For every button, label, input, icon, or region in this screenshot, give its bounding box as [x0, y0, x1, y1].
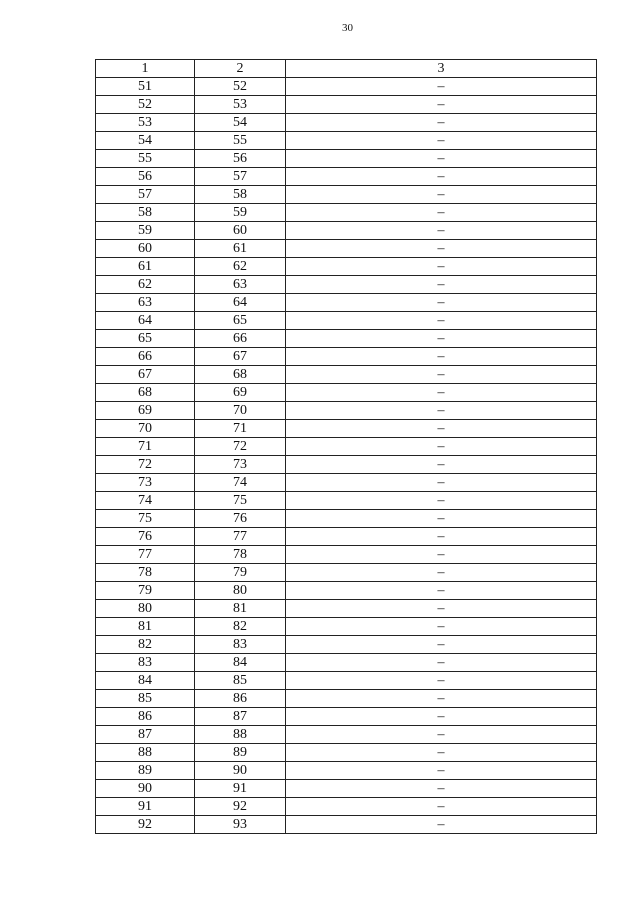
table-row	[96, 330, 597, 348]
table-row	[96, 258, 597, 276]
table-cell-col-1: 52	[96, 96, 195, 114]
table-cell-col-2: 54	[195, 114, 286, 132]
table-cell-col-2: 75	[195, 492, 286, 510]
table-cell-col-1: 65	[96, 330, 195, 348]
table-cell-col-2: 59	[195, 204, 286, 222]
table-cell-col-1: 90	[96, 780, 195, 798]
table-row	[96, 528, 597, 546]
table-cell-col-1: 78	[96, 564, 195, 582]
table-cell-col-1: 69	[96, 402, 195, 420]
table-cell-col-2: 93	[195, 816, 286, 834]
table-row	[96, 636, 597, 654]
table-row	[96, 564, 597, 582]
table-cell-col-2: 88	[195, 726, 286, 744]
table-row	[96, 582, 597, 600]
table-cell-col-1: 74	[96, 492, 195, 510]
table-cell-col-2: 63	[195, 276, 286, 294]
table-cell-col-3: –	[286, 438, 597, 456]
table-cell-col-1: 62	[96, 276, 195, 294]
table-cell-col-3: –	[286, 384, 597, 402]
column-header-3: 3	[286, 60, 597, 78]
table-cell-col-2: 67	[195, 348, 286, 366]
table-cell-col-1: 75	[96, 510, 195, 528]
table-cell-col-2: 55	[195, 132, 286, 150]
column-header-1: 1	[96, 60, 195, 78]
table-cell-col-2: 90	[195, 762, 286, 780]
table-cell-col-1: 51	[96, 78, 195, 96]
table-cell-col-3: –	[286, 744, 597, 762]
table-cell-col-1: 58	[96, 204, 195, 222]
table-row	[96, 168, 597, 186]
table-cell-col-2: 58	[195, 186, 286, 204]
table-cell-col-2: 61	[195, 240, 286, 258]
table-row	[96, 402, 597, 420]
table-row	[96, 204, 597, 222]
table-cell-col-2: 52	[195, 78, 286, 96]
table-cell-col-1: 82	[96, 636, 195, 654]
table-cell-col-3: –	[286, 762, 597, 780]
table-row	[96, 132, 597, 150]
table-row	[96, 726, 597, 744]
table-header-row	[96, 60, 597, 78]
table-cell-col-2: 79	[195, 564, 286, 582]
table-cell-col-2: 84	[195, 654, 286, 672]
table-cell-col-2: 78	[195, 546, 286, 564]
table-row	[96, 510, 597, 528]
table-cell-col-3: –	[286, 798, 597, 816]
table-cell-col-3: –	[286, 132, 597, 150]
table-cell-col-3: –	[286, 78, 597, 96]
table-cell-col-1: 57	[96, 186, 195, 204]
table-row	[96, 618, 597, 636]
table-cell-col-1: 87	[96, 726, 195, 744]
table-row	[96, 312, 597, 330]
table-cell-col-2: 60	[195, 222, 286, 240]
table-cell-col-2: 89	[195, 744, 286, 762]
table-cell-col-1: 89	[96, 762, 195, 780]
table-cell-col-3: –	[286, 708, 597, 726]
table-cell-col-1: 64	[96, 312, 195, 330]
table-cell-col-1: 83	[96, 654, 195, 672]
table-cell-col-3: –	[286, 168, 597, 186]
table-cell-col-2: 62	[195, 258, 286, 276]
table-cell-col-2: 66	[195, 330, 286, 348]
table-cell-col-1: 59	[96, 222, 195, 240]
table-cell-col-3: –	[286, 222, 597, 240]
table-cell-col-1: 72	[96, 456, 195, 474]
table-cell-col-3: –	[286, 726, 597, 744]
table-cell-col-2: 73	[195, 456, 286, 474]
table-row	[96, 762, 597, 780]
table-cell-col-1: 84	[96, 672, 195, 690]
table-cell-col-2: 56	[195, 150, 286, 168]
table-cell-col-3: –	[286, 456, 597, 474]
table-cell-col-3: –	[286, 474, 597, 492]
table-cell-col-3: –	[286, 564, 597, 582]
table-body	[96, 60, 597, 834]
table-cell-col-1: 85	[96, 690, 195, 708]
table-cell-col-3: –	[286, 636, 597, 654]
table-cell-col-1: 80	[96, 600, 195, 618]
table-cell-col-2: 77	[195, 528, 286, 546]
table-cell-col-2: 69	[195, 384, 286, 402]
table-cell-col-1: 92	[96, 816, 195, 834]
table-cell-col-3: –	[286, 366, 597, 384]
table-row	[96, 222, 597, 240]
page-number: 30	[342, 22, 353, 34]
table-cell-col-3: –	[286, 654, 597, 672]
table-cell-col-3: –	[286, 780, 597, 798]
table-cell-col-3: –	[286, 690, 597, 708]
table-cell-col-2: 76	[195, 510, 286, 528]
table-cell-col-3: –	[286, 96, 597, 114]
table-row	[96, 456, 597, 474]
table-cell-col-2: 82	[195, 618, 286, 636]
table-cell-col-1: 68	[96, 384, 195, 402]
table-cell-col-1: 67	[96, 366, 195, 384]
table-cell-col-1: 60	[96, 240, 195, 258]
table-cell-col-1: 91	[96, 798, 195, 816]
table-row	[96, 744, 597, 762]
table-row	[96, 654, 597, 672]
table-cell-col-3: –	[286, 150, 597, 168]
table-cell-col-1: 66	[96, 348, 195, 366]
table-row	[96, 438, 597, 456]
table-cell-col-3: –	[286, 546, 597, 564]
table-cell-col-1: 70	[96, 420, 195, 438]
table-cell-col-2: 83	[195, 636, 286, 654]
table-cell-col-1: 86	[96, 708, 195, 726]
table-row	[96, 384, 597, 402]
table-cell-col-3: –	[286, 420, 597, 438]
table-row	[96, 474, 597, 492]
table-row	[96, 276, 597, 294]
table-cell-col-2: 57	[195, 168, 286, 186]
table-cell-col-1: 53	[96, 114, 195, 132]
table-row	[96, 780, 597, 798]
table-cell-col-3: –	[286, 528, 597, 546]
table-cell-col-3: –	[286, 204, 597, 222]
table-cell-col-3: –	[286, 348, 597, 366]
table-cell-col-1: 55	[96, 150, 195, 168]
table-cell-col-1: 71	[96, 438, 195, 456]
table-cell-col-3: –	[286, 114, 597, 132]
table-cell-col-1: 88	[96, 744, 195, 762]
table-cell-col-3: –	[286, 510, 597, 528]
table-cell-col-3: –	[286, 312, 597, 330]
table-cell-col-2: 86	[195, 690, 286, 708]
data-table	[95, 59, 597, 834]
table-row	[96, 348, 597, 366]
table-row	[96, 294, 597, 312]
table-row	[96, 114, 597, 132]
table-row	[96, 78, 597, 96]
table-cell-col-2: 91	[195, 780, 286, 798]
table-row	[96, 240, 597, 258]
table-row	[96, 546, 597, 564]
table-cell-col-2: 68	[195, 366, 286, 384]
table-row	[96, 366, 597, 384]
table-row	[96, 600, 597, 618]
table-cell-col-1: 73	[96, 474, 195, 492]
table-row	[96, 96, 597, 114]
table-cell-col-3: –	[286, 672, 597, 690]
table-row	[96, 798, 597, 816]
table-cell-col-3: –	[286, 816, 597, 834]
table-cell-col-3: –	[286, 492, 597, 510]
table-cell-col-3: –	[286, 294, 597, 312]
table-cell-col-2: 72	[195, 438, 286, 456]
table-cell-col-3: –	[286, 276, 597, 294]
table-cell-col-1: 77	[96, 546, 195, 564]
table-cell-col-3: –	[286, 258, 597, 276]
table-row	[96, 420, 597, 438]
table-cell-col-1: 76	[96, 528, 195, 546]
table-cell-col-1: 61	[96, 258, 195, 276]
table-cell-col-2: 81	[195, 600, 286, 618]
table-cell-col-1: 79	[96, 582, 195, 600]
column-header-2: 2	[195, 60, 286, 78]
table-cell-col-2: 71	[195, 420, 286, 438]
table-row	[96, 150, 597, 168]
table-cell-col-3: –	[286, 582, 597, 600]
table-cell-col-3: –	[286, 240, 597, 258]
table-cell-col-2: 65	[195, 312, 286, 330]
table-row	[96, 186, 597, 204]
table-cell-col-1: 63	[96, 294, 195, 312]
table-cell-col-1: 81	[96, 618, 195, 636]
table-cell-col-3: –	[286, 186, 597, 204]
table-cell-col-2: 64	[195, 294, 286, 312]
table-cell-col-2: 70	[195, 402, 286, 420]
table-cell-col-2: 85	[195, 672, 286, 690]
table-row	[96, 492, 597, 510]
table-cell-col-2: 80	[195, 582, 286, 600]
table-cell-col-3: –	[286, 618, 597, 636]
table-row	[96, 690, 597, 708]
table-cell-col-2: 92	[195, 798, 286, 816]
table-cell-col-3: –	[286, 600, 597, 618]
table-cell-col-2: 87	[195, 708, 286, 726]
table-cell-col-2: 74	[195, 474, 286, 492]
table-cell-col-2: 53	[195, 96, 286, 114]
table-row	[96, 708, 597, 726]
table-cell-col-3: –	[286, 402, 597, 420]
table-cell-col-1: 56	[96, 168, 195, 186]
table-row	[96, 816, 597, 834]
table-cell-col-3: –	[286, 330, 597, 348]
table-row	[96, 672, 597, 690]
table-cell-col-1: 54	[96, 132, 195, 150]
